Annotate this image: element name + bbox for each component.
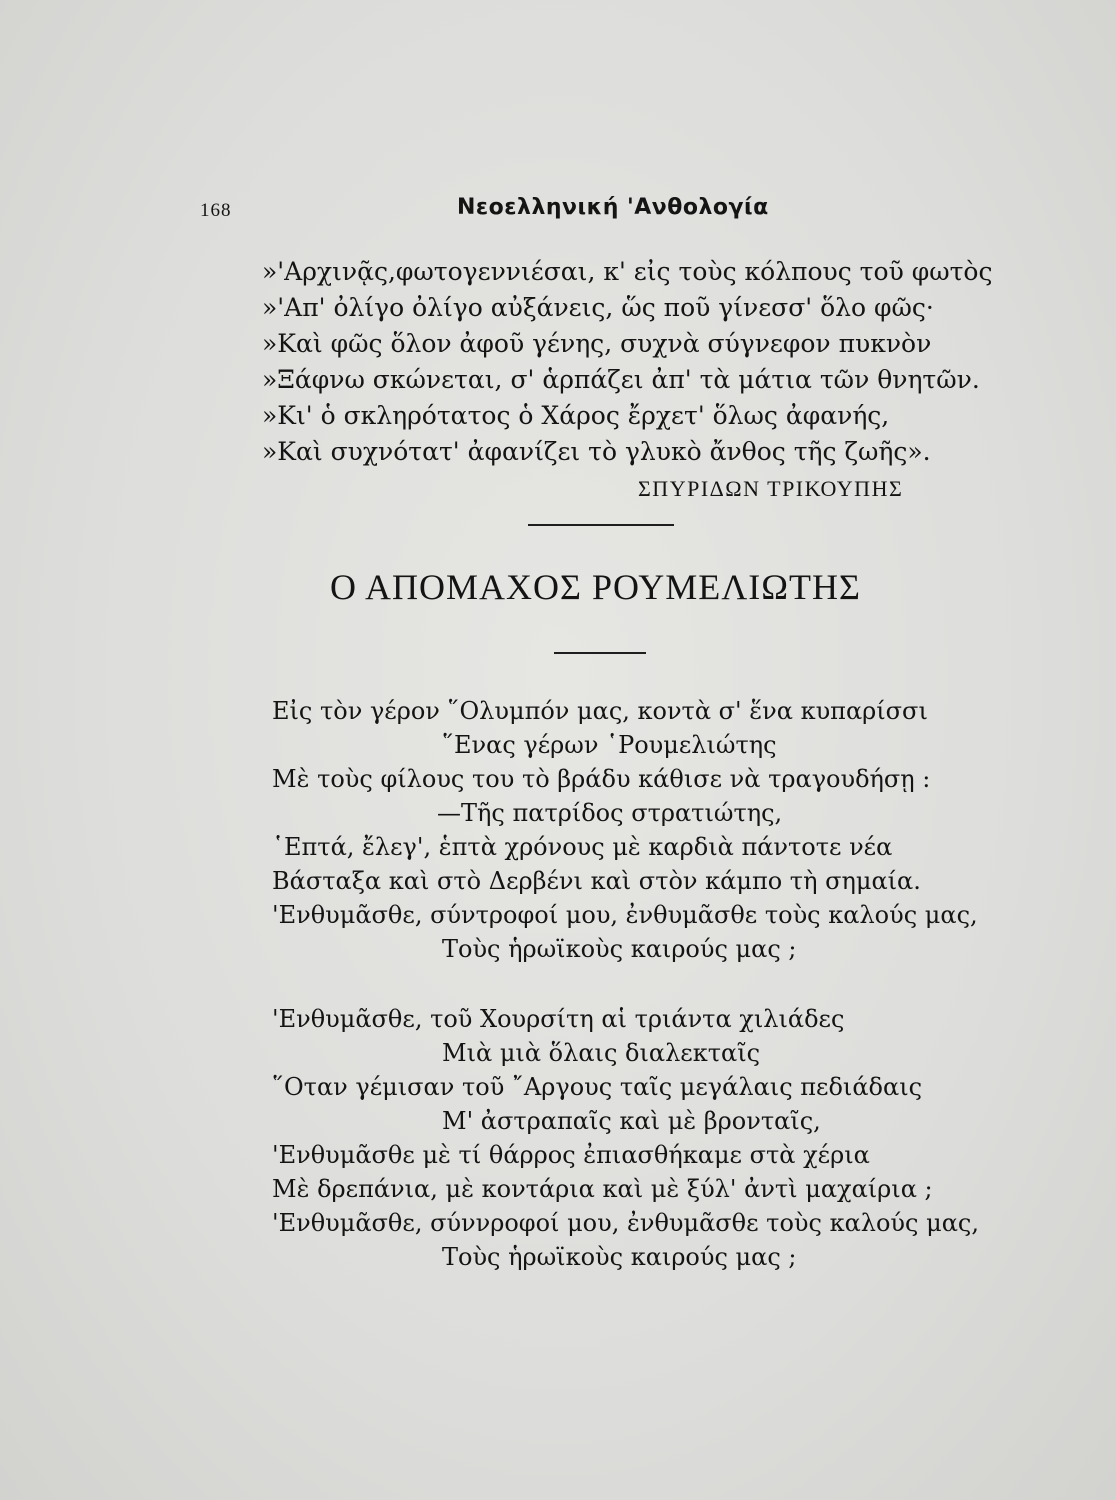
poem-line: Τοὺς ἡρωϊκοὺς καιρούς μας ; bbox=[442, 935, 797, 963]
poem-line: 'Ενθυμᾶσθε, σύντροφοί μου, ἐνθυμᾶσθε τοὺς καλούς μας, bbox=[272, 901, 978, 929]
title-divider bbox=[554, 652, 646, 654]
poem-line: ῞Οταν γέμισαν τοῦ ῎Αργους ταῖς μεγάλαις πεδιάδαις bbox=[272, 1073, 923, 1101]
poem-line: Μ' ἀστραπαῖς καὶ μὲ βρονταῖς, bbox=[442, 1107, 821, 1135]
poem-line: 'Ενθυμᾶσθε, σύννροφοί μου, ἐνθυμᾶσθε τοὺς καλούς μας, bbox=[272, 1209, 979, 1237]
author-attribution: ΣΠΥΡΙΔΩΝ ΤΡΙΚΟΥΠΗΣ bbox=[638, 476, 904, 501]
section-divider bbox=[528, 524, 674, 526]
poem-body bbox=[272, 694, 1032, 1274]
intro-line: »'Αρχινᾷς,φωτογεννιέσαι, κ' εἰς τοὺς κόλπους τοῦ φωτὸς bbox=[262, 257, 993, 286]
poem-title: Ο ΑΠΟΜΑΧΟΣ ΡΟΥΜΕΛΙΩΤΗΣ bbox=[330, 567, 861, 607]
poem-line: ῾Επτά, ἔλεγ', ἑπτὰ χρόνους μὲ καρδιὰ πάντοτε νέα bbox=[272, 833, 893, 861]
poem-line: 'Ενθυμᾶσθε μὲ τί θάρρος ἐπιασθήκαμε στὰ χέρια bbox=[272, 1141, 870, 1169]
poem-line: Βάσταξα καὶ στὸ Δερβένι καὶ στὸν κάμπο τὴ σημαία. bbox=[272, 867, 921, 895]
poem-line: Εἰς τὸν γέρον ῞Ολυμπόν μας, κοντὰ σ' ἕνα κυπαρίσσι bbox=[272, 697, 928, 725]
poem-line: Τοὺς ἡρωϊκοὺς καιρούς μας ; bbox=[442, 1243, 797, 1271]
intro-line: »Κι' ὁ σκληρότατος ὁ Χάρος ἔρχετ' ὅλως ἀφανής, bbox=[262, 401, 890, 430]
poem-line: Μὲ δρεπάνια, μὲ κοντάρια καὶ μὲ ξύλ' ἀντὶ μαχαίρια ; bbox=[272, 1175, 933, 1203]
page-number: 168 bbox=[200, 200, 232, 221]
intro-line: »'Απ' ὀλίγο ὀλίγο αὐξάνεις, ὥς ποῦ γίνεσσ' ὅλο φῶς· bbox=[262, 293, 934, 322]
intro-line: »Καὶ συχνότατ' ἀφανίζει τὸ γλυκὸ ἄνθος τῆς ζωῆς». bbox=[262, 437, 931, 466]
intro-line: »Καὶ φῶς ὅλον ἀφοῦ γένης, συχνὰ σύγνεφον πυκνὸν bbox=[262, 329, 932, 358]
poem-line: 'Ενθυμᾶσθε, τοῦ Χουρσίτη αἱ τριάντα χιλιάδες bbox=[272, 1005, 845, 1033]
poem-line: ῞Ενας γέρων ῾Ρουμελιώτης bbox=[442, 731, 777, 759]
stanza-break bbox=[272, 966, 1032, 1002]
running-title: Νεοελληνική 'Ανθολογία bbox=[457, 195, 769, 220]
poem-line: Μιὰ μιὰ ὅλαις διαλεκταῖς bbox=[442, 1039, 761, 1067]
poem-line: —Τῆς πατρίδος στρατιώτης, bbox=[437, 799, 783, 827]
poem-line: Μὲ τοὺς φίλους του τὸ βράδυ κάθισε νὰ τραγουδήσῃ : bbox=[272, 765, 931, 793]
intro-poem-excerpt bbox=[262, 254, 993, 470]
intro-line: »Ξάφνω σκώνεται, σ' ἁρπάζει ἀπ' τὰ μάτια τῶν θνητῶν. bbox=[262, 365, 980, 394]
